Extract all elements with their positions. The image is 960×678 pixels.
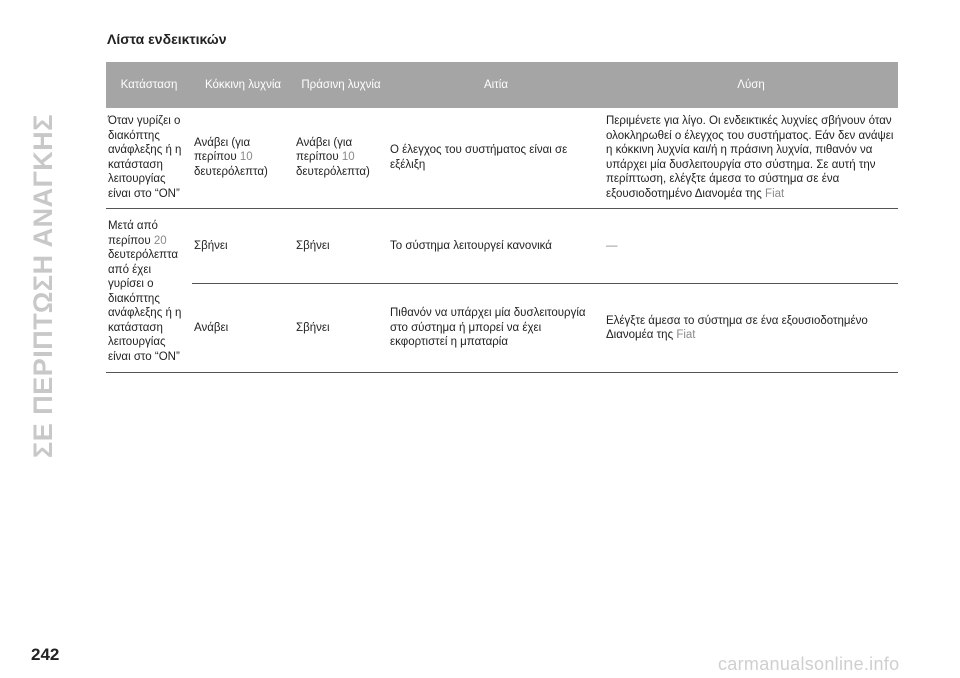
cell-red-lamp	[192, 114, 294, 201]
solution-text: Περιμένετε για λίγο. Οι ενδεικτικές λυχνίες σβήνουν όταν ολοκληρωθεί ο έλεγχος του συστήματος. Εάν δεν ανάψει η κόκκινη λυχνία και/ή η πράσινη λυχνία, πιθανόν να υπάρχει μία δυσλειτουργία στο σύστημα. Σε αυτή την περίπτωση, ελέγξτε άμεσα το σύστημα σε ένα εξουσιοδοτημένο Διανομέα της	[606, 115, 894, 200]
cell-cause: Πιθανόν να υπάρχει μία δυσλειτουργία στο σύστημα ή μπορεί να έχει εκφορτιστεί η μπαταρία	[390, 307, 586, 349]
cell-solution	[604, 114, 898, 201]
sub-rows	[192, 209, 898, 372]
header-solution: Λύση	[737, 79, 765, 91]
cell-state	[106, 209, 192, 372]
cell-cause	[388, 114, 604, 201]
cell-red-lamp: Σβήνει	[194, 239, 228, 252]
cell-green-lamp: Σβήνει	[296, 321, 330, 334]
indicator-table	[106, 62, 898, 373]
state-seconds: 20	[153, 234, 167, 247]
watermark: carmanualsonline.info	[718, 654, 900, 674]
cause-text: Ο έλεγχος του συστήματος είναι σε εξέλιξη	[390, 144, 568, 171]
table-row-group	[106, 209, 898, 373]
header-green-lamp: Πράσινη λυχνία	[301, 79, 381, 91]
page-title: Λίστα ενδεικτικών	[107, 31, 227, 47]
table-header	[106, 62, 898, 108]
header-state: Κατάσταση	[120, 79, 178, 91]
page-number: 242	[31, 645, 60, 664]
side-section-title: ΣΕ ΠΕΡΙΠΤΩΣΗ ΑΝΑΓΚΗΣ	[28, 113, 58, 458]
solution-brand: Fiat	[676, 329, 696, 341]
table-row	[192, 209, 898, 284]
table-row	[192, 284, 898, 372]
red-lamp-text: Ανάβει (για περίπου	[194, 136, 251, 164]
red-lamp-tail: δευτερόλεπτα)	[194, 165, 268, 178]
header-cause: Αιτία	[484, 79, 508, 91]
cell-solution	[604, 314, 898, 343]
cell-solution: —	[606, 239, 618, 252]
cell-green-lamp	[294, 114, 388, 201]
solution-text: Ελέγξτε άμεσα το σύστημα σε ένα εξουσιοδοτημένο Διανομέα της	[606, 314, 868, 341]
cell-red-lamp: Ανάβει	[194, 321, 229, 334]
green-lamp-tail: δευτερόλεπτα)	[296, 165, 370, 178]
green-lamp-seconds: 10	[341, 151, 355, 164]
cell-cause: Το σύστημα λειτουργεί κανονικά	[390, 239, 552, 252]
state-pre: Μετά από περίπου	[108, 220, 158, 247]
red-lamp-seconds: 10	[239, 151, 253, 164]
green-lamp-text: Ανάβει (για περίπου	[296, 136, 353, 164]
solution-brand: Fiat	[765, 187, 785, 200]
cell-green-lamp: Σβήνει	[296, 239, 330, 252]
header-red-lamp: Κόκκινη λυχνία	[204, 79, 282, 91]
state-post: δευτερόλεπτα από έχει γυρίσει ο διακόπτης ανάφλεξης ή η κατάσταση λειτουργίας είναι στο “ON”	[108, 249, 182, 363]
table-row	[106, 108, 898, 209]
cell-state: Όταν γυρίζει ο διακόπτης ανάφλεξης ή η κατάσταση λειτουργίας είναι στο “ON”	[108, 115, 182, 200]
